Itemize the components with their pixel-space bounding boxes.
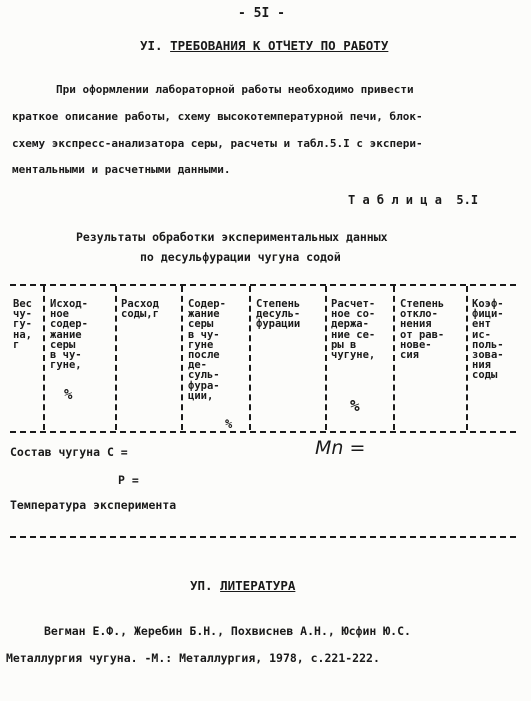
reference-line-2: Металлургия чугуна. -М.: Металлургия, 1978, с.221-222. bbox=[6, 651, 380, 665]
table-column-divider bbox=[115, 286, 117, 430]
table-header-calculated-sulfur: Расчет- ное со- держа- ние се- ры в чугуне, bbox=[331, 298, 376, 362]
paragraph-line-1: При оформлении лабораторной работы необходимо привести bbox=[56, 83, 414, 96]
reference-line-1: Вегман Е.Ф., Жеребин Б.Н., Похвиснев А.Н., Юсфин Ю.С. bbox=[44, 624, 411, 638]
table-header-deviation-degree: Степень откло- нения от рав- нове- сия bbox=[400, 298, 445, 362]
table-header-desulfurization-degree: Степень десуль- фурации bbox=[256, 298, 301, 331]
temperature-line bbox=[10, 536, 516, 538]
table-top-border bbox=[10, 284, 516, 286]
table-caption-line-1: Результаты обработки экспериментальных данных bbox=[76, 230, 388, 244]
paragraph-line-2: краткое описание работы, схему высокотемпературной печи, блок- bbox=[12, 110, 423, 123]
manganese-label: Mn = bbox=[315, 437, 366, 459]
table-header-sulfur-after: Содер- жание серы в чу- гуне после де- суль- фура- ции, bbox=[188, 298, 226, 402]
table-label: Т а б л и ц а 5.I bbox=[348, 193, 479, 207]
table-header-soda-utilization: Коэф- фици- ент ис- поль- зова- ния соды bbox=[472, 298, 504, 382]
table-column-divider bbox=[466, 286, 468, 430]
table-header-weight: Вес чу- гу- на, г bbox=[13, 298, 32, 351]
table-header-initial-sulfur: Исход- ное содер- жание серы в чу- гуне, bbox=[50, 298, 88, 372]
percent-mark: % bbox=[225, 417, 233, 431]
percent-mark: % bbox=[64, 387, 73, 403]
table-column-divider bbox=[43, 286, 45, 430]
page-number: - 5I - bbox=[238, 6, 285, 21]
table-header-soda-consumption: Расход соды,г bbox=[121, 298, 159, 321]
section-heading bbox=[140, 38, 388, 53]
table-column-divider bbox=[325, 286, 327, 430]
section-number: УI. bbox=[140, 38, 163, 53]
paragraph-line-3: схему экспресс-анализатора серы, расчеты и табл.5.I с экспери- bbox=[12, 137, 423, 150]
table-column-divider bbox=[181, 286, 183, 430]
section-title: ЛИТЕРАТУРА bbox=[220, 578, 296, 593]
table-column-divider bbox=[249, 286, 251, 430]
percent-mark: % bbox=[350, 396, 360, 415]
section-heading bbox=[190, 578, 295, 593]
paragraph-line-4: ментальными и расчетными данными. bbox=[12, 163, 231, 176]
section-title: ТРЕБОВАНИЯ К ОТЧЕТУ ПО РАБОТУ bbox=[170, 38, 389, 53]
temperature-label: Температура эксперимента bbox=[10, 498, 177, 512]
table-caption-line-2: по десульфурации чугуна содой bbox=[140, 250, 341, 264]
composition-line bbox=[10, 445, 128, 459]
section-number: УП. bbox=[190, 578, 213, 593]
phosphorus-label: Р = bbox=[118, 473, 139, 487]
carbon-label: С = bbox=[106, 445, 128, 459]
table-column-divider bbox=[393, 286, 395, 430]
table-bottom-border bbox=[10, 431, 516, 433]
composition-label: Состав чугуна bbox=[10, 445, 101, 459]
